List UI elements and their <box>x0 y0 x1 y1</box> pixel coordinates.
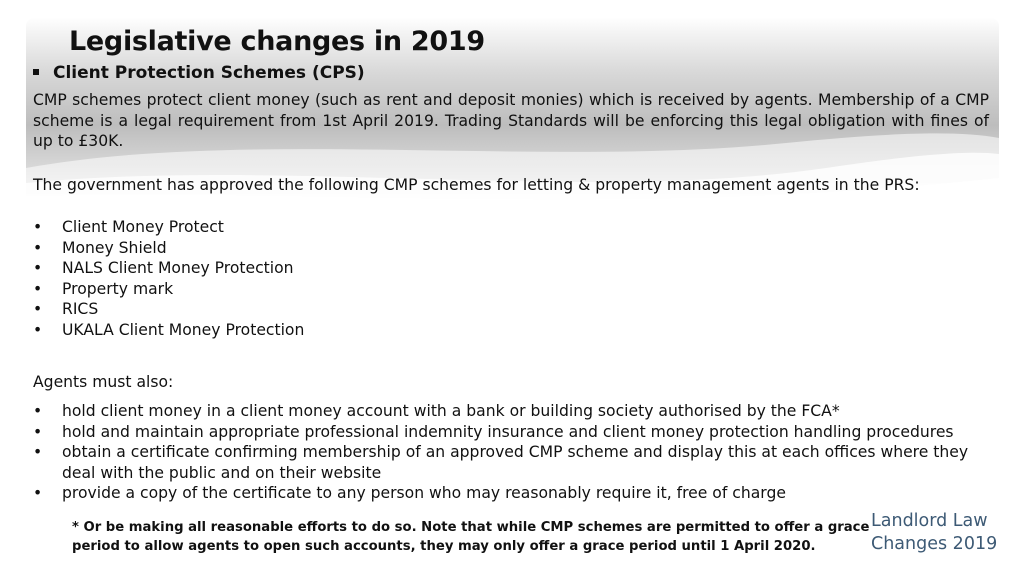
list-item: • Client Money Protect <box>33 217 304 238</box>
footer-tag-line2: Changes 2019 <box>871 534 998 554</box>
list-item: • UKALA Client Money Protection <box>33 320 304 341</box>
agents-label: Agents must also: <box>33 373 174 391</box>
footer-tag-line1: Landlord Law <box>871 511 988 531</box>
footnote: * Or be making all reasonable efforts to do so. Note that while CMP schemes are permitted to offer a grace period to allow agents to open such accounts, they may only offer a grace period until 1 April 2020. <box>72 520 870 554</box>
page-title: Legislative changes in 2019 <box>69 26 485 57</box>
list-item: • RICS <box>33 299 304 320</box>
schemes-list <box>33 217 304 340</box>
duties-list <box>33 401 1003 504</box>
list-item: • Property mark <box>33 279 304 300</box>
section-heading-text: Client Protection Schemes (CPS) <box>53 63 365 83</box>
list-item: • hold client money in a client money account with a bank or building society authorised by the FCA* <box>33 401 1003 422</box>
list-item: • NALS Client Money Protection <box>33 258 304 279</box>
list-item: • provide a copy of the certificate to any person who may reasonably require it, free of charge <box>33 483 1003 504</box>
list-item: • hold and maintain appropriate professional indemnity insurance and client money protection handling procedures <box>33 422 1003 443</box>
square-bullet-icon <box>33 69 39 75</box>
approved-schemes-text: The government has approved the following CMP schemes for letting & property management agents in the PRS: <box>33 176 920 194</box>
list-item: • Money Shield <box>33 238 304 259</box>
intro-paragraph: CMP schemes protect client money (such as rent and deposit monies) which is received by agents. Membership of a CMP scheme is a legal requirement from 1st April 2019. Trading Standards will be enforcing this legal obligation with fines of up to £30K. <box>33 91 989 150</box>
section-heading <box>33 63 365 83</box>
footer-tag <box>871 510 1011 556</box>
list-item: • obtain a certificate confirming membership of an approved CMP scheme and display this at each offices where they deal with the public and on their website <box>33 442 1003 483</box>
